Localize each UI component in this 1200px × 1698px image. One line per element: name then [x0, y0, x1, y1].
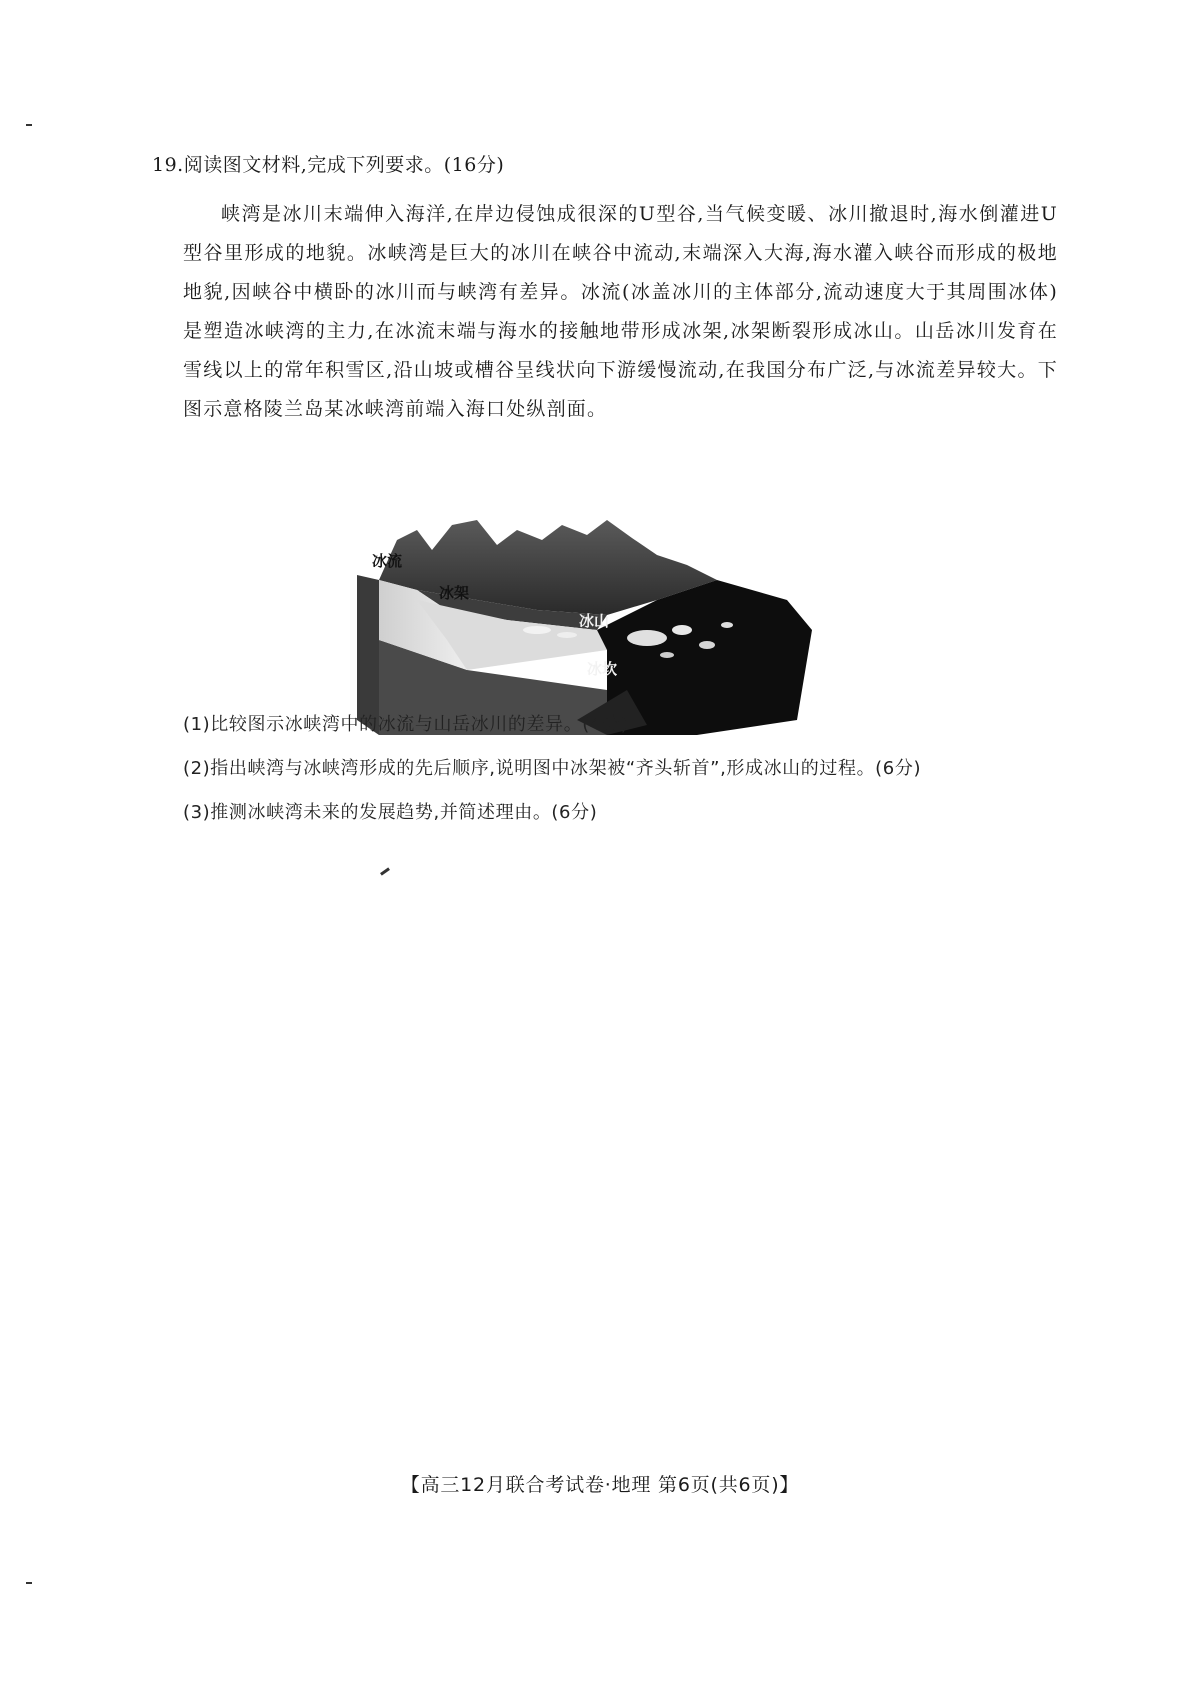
scan-speck [380, 867, 390, 875]
iceberg-mark [557, 632, 577, 638]
iceberg-mark [672, 625, 692, 635]
iceberg-mark [627, 630, 667, 646]
iceberg-mark [699, 641, 715, 649]
question-passage: 峡湾是冰川末端伸入海洋,在岸边侵蚀成很深的U型谷,当气候变暖、冰川撤退时,海水倒灌进U型谷里形成的地貌。冰峡湾是巨大的冰川在峡谷中流动,末端深入大海,海水灌入峡谷而形成的极地地貌,因峡谷中横卧的冰川而与峡湾有差异。冰流(冰盖冰川的主体部分,流动速度大于其周围冰体)是塑造冰峡湾的主力,在冰流末端与海水的接触地带形成冰架,冰架断裂形成冰山。山岳冰川发育在雪线以上的常年积雪区,沿山坡或槽谷呈线状向下游缓慢流动,在我国分布广泛,与冰流差异较大。下图示意格陵兰岛某冰峡湾前端入海口处纵剖面。 [183, 203, 1058, 420]
subquestion-2: (2)指出峡湾与冰峡湾形成的先后顺序,说明图中冰架被“齐头斩首”,形成冰山的过程。(6分) [183, 758, 922, 779]
label-ice-shelf: 冰架 [439, 584, 470, 602]
subquestion-1: (1)比较图示冰峡湾中的冰流与山岳冰川的差异。(4分) [183, 714, 629, 735]
question-title: 19.阅读图文材料,完成下列要求。(16分) [152, 154, 505, 176]
iceberg-mark [523, 626, 551, 634]
iceberg-mark [721, 622, 733, 628]
scan-speck [26, 1582, 32, 1584]
page-footer: 【高三12月联合考试卷·地理 第6页(共6页)】 [400, 1474, 800, 1496]
scan-speck [26, 124, 32, 126]
label-iceberg: 冰山 [579, 612, 610, 630]
fjord-cross-section-figure [357, 520, 827, 740]
iceberg-mark [660, 652, 674, 658]
label-ice-stream: 冰流 [372, 552, 403, 570]
subquestion-3: (3)推测冰峡湾未来的发展趋势,并简述理由。(6分) [183, 802, 598, 823]
label-ice-sill: 冰坎 [587, 660, 618, 678]
